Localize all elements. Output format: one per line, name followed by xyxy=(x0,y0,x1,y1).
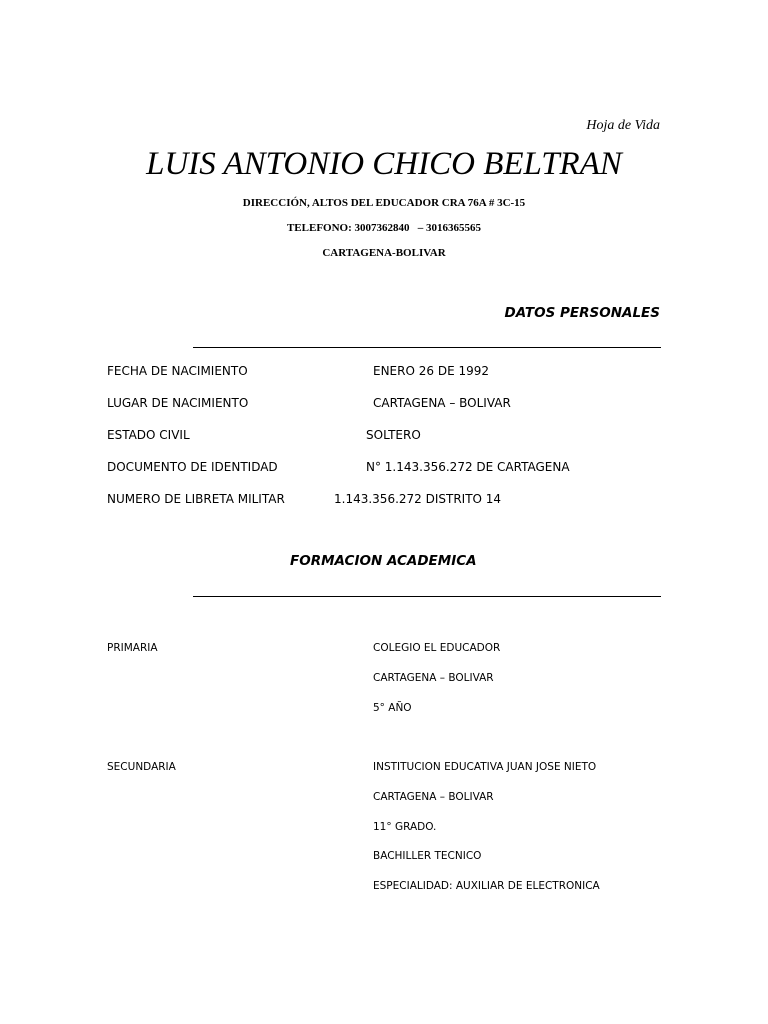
address-line: DIRECCIÓN, ALTOS DEL EDUCADOR CRA 76A # 3C-15 xyxy=(242,197,526,209)
primary-school-grade: 5° AÑO xyxy=(373,702,412,714)
secondary-school-city: CARTAGENA – BOLIVAR xyxy=(373,791,494,803)
education-divider xyxy=(193,596,661,597)
primary-school-city: CARTAGENA – BOLIVAR xyxy=(373,672,494,684)
id-document-label: DOCUMENTO DE IDENTIDAD xyxy=(107,460,278,474)
marital-status-label: ESTADO CIVIL xyxy=(107,428,190,442)
primary-label: PRIMARIA xyxy=(107,642,158,654)
id-document-value: N° 1.143.356.272 DE CARTAGENA xyxy=(366,460,570,474)
birth-place-value: CARTAGENA – BOLIVAR xyxy=(373,396,511,410)
secondary-school-grade: 11° GRADO. xyxy=(373,821,437,833)
secondary-school-name: INSTITUCION EDUCATIVA JUAN JOSE NIETO xyxy=(373,761,597,773)
document-type-label: Hoja de Vida xyxy=(586,118,660,133)
birth-place-label: LUGAR DE NACIMIENTO xyxy=(107,396,249,410)
primary-school-name: COLEGIO EL EDUCADOR xyxy=(373,642,501,654)
city-line: CARTAGENA-BOLIVAR xyxy=(322,247,446,259)
personal-data-heading: DATOS PERSONALES xyxy=(504,305,660,321)
military-card-label: NUMERO DE LIBRETA MILITAR xyxy=(107,492,285,506)
secondary-school-degree: BACHILLER TECNICO xyxy=(373,850,482,862)
secondary-label: SECUNDARIA xyxy=(107,761,176,773)
marital-status-value: SOLTERO xyxy=(366,428,421,442)
personal-data-divider xyxy=(193,347,661,348)
military-card-value: 1.143.356.272 DISTRITO 14 xyxy=(334,492,502,506)
phone-line: TELEFONO: 3007362840 – 3016365565 xyxy=(286,222,482,234)
birth-date-label: FECHA DE NACIMIENTO xyxy=(107,364,248,378)
birth-date-value: ENERO 26 DE 1992 xyxy=(373,364,489,378)
education-heading: FORMACION ACADEMICA xyxy=(290,553,477,569)
secondary-school-specialty: ESPECIALIDAD: AUXILIAR DE ELECTRONICA xyxy=(373,880,600,892)
person-name: LUIS ANTONIO CHICO BELTRAN xyxy=(146,146,622,182)
